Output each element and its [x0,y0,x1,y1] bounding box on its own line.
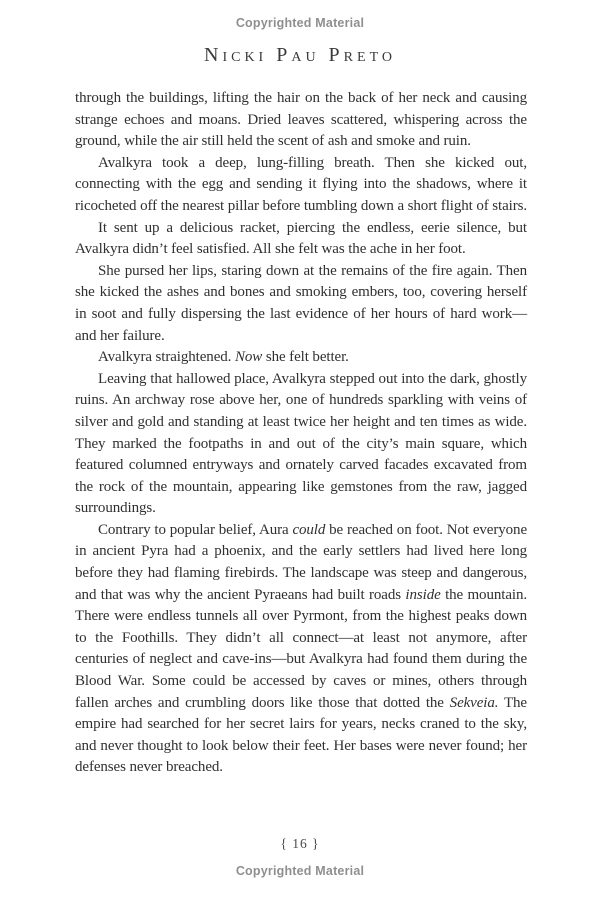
paragraph [75,369,527,520]
italic-text-run: inside [405,586,441,603]
italic-text-run: Now [234,349,263,366]
paragraph [75,88,527,153]
text-run: The empire had searched for her secret lairs for years, necks craned to the sky, and never thought to look below their feet. Her bases were never found; her defenses never breached. [75,694,527,776]
paragraph [75,153,527,218]
text-run: through the buildings, lifting the hair on the back of her neck and causing strange echoes and moans. Dried leaves scattered, whispering across the ground, while the air still held the scent of ash and smoke and ruin. [75,90,527,150]
text-run: Avalkyra took a deep, lung-filling breath. Then she kicked out, connecting with the egg and sending it flying into the shadows, where it ricocheted off the nearest pillar before tumbling down a short flight of stairs. [75,154,528,214]
text-run: She pursed her lips, staring down at the remains of the fire again. Then she kicked the ashes and bones and smoking embers, too, covering herself in soot and fully dispersing the last evidence of her hours of hard work—and her failure. [75,262,527,344]
page-number: { 16 } [280,836,320,851]
paragraph [75,218,527,261]
text-run: It sent up a delicious racket, piercing the endless, eerie silence, but Avalkyra didn’t feel satisfied. All she felt was the ache in her foot. [75,219,527,258]
text-run: be reached on foot. Not everyone in ancient Pyra had a phoenix, and the early settlers had lived here long before they had flaming firebirds. The landscape was steep and dangerous, and that was why the ancient Pyraeans had built roads [75,521,528,603]
copyright-notice-bottom: Copyrighted Material [235,864,365,878]
text-run: Contrary to popular belief, Aura [98,521,293,538]
text-run: Avalkyra straightened. [98,349,235,366]
paragraph [75,261,527,347]
text-run: Leaving that hallowed place, Avalkyra stepped out into the dark, ghostly ruins. An archway rose above her, one of hundreds sparkling with veins of silver and gold and standing at least twice her height and ten times as wide. They marked the footpaths in and out of the city’s main square, which featured columned entryways and ornately carved facades excavated from the rock of the mountain, appearing like gemstones from the raw, jagged surroundings. [75,370,527,517]
running-header-author: Nicki Pau Preto [204,44,396,66]
copyright-notice-top: Copyrighted Material [235,16,365,30]
italic-text-run: could [292,521,326,538]
paragraph [75,520,527,779]
paragraph [75,347,527,369]
body-text [75,88,527,779]
text-run: the mountain. There were endless tunnels all over Pyrmont, from the highest peaks down to the Foothills. They didn’t all connect—at least not anymore, after centuries of neglect and cave-ins—but Avalkyra had found them during the Blood War. Some could be accessed by caves or mines, others through fallen arches and crumbling doors like those that dotted the [75,586,528,711]
text-run: she felt better. [262,349,349,366]
italic-text-run: Sekveia. [449,694,499,711]
